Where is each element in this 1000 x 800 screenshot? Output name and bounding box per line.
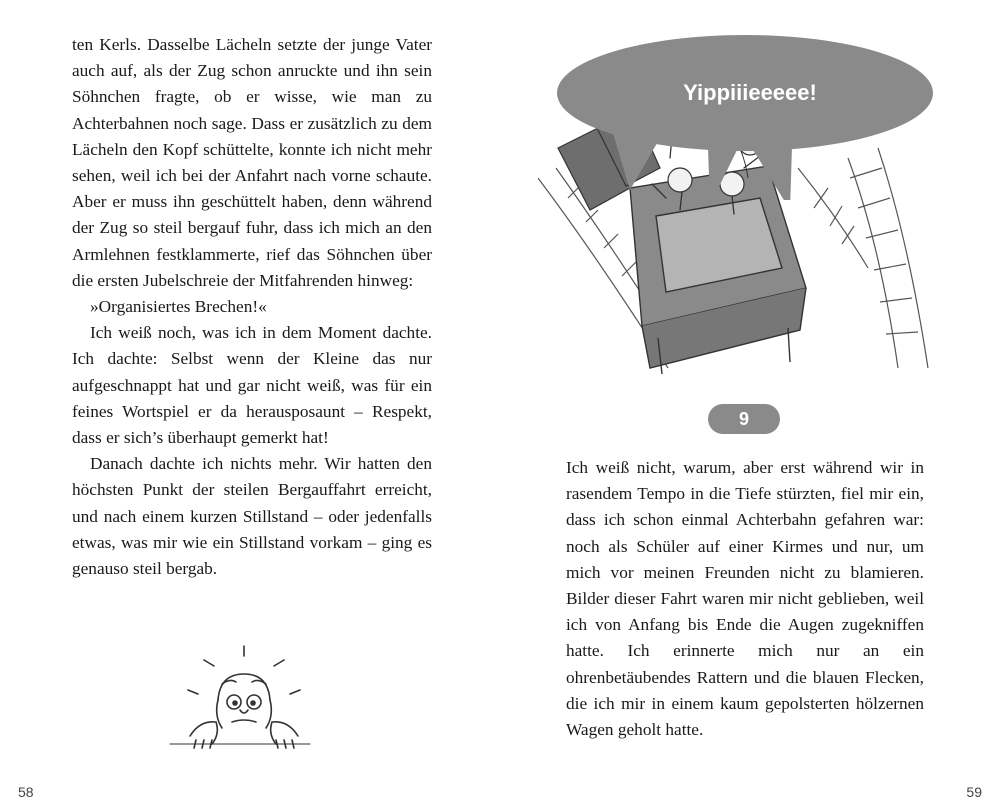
paragraph: Ich weiß noch, was ich in dem Moment dachte. Ich dachte: Selbst wenn der Kleine das nur aufgeschnappt hat und gar nicht weiß, was für ein feines Wortspiel er da herausposaunt – Respekt, dass er sich’s überhaupt gemerkt hat!: [72, 323, 432, 448]
paragraph: »Organisiertes Brechen!«: [90, 297, 267, 317]
right-page: [500, 0, 1000, 800]
left-page-text: [72, 32, 432, 582]
peeking-man-illustration: [160, 640, 320, 750]
paragraph: ten Kerls. Dasselbe Lächeln setzte der junge Vater auch auf, als der Zug schon anruckte und ihn sein Söhnchen fragte, ob er wisse, wie man zu Achterbahnen noch sage. Dass er zusätzlich zu dem Lächeln den Kopf schüttelte, konnte ich nicht mehr sehen, weil ich bei der Anfahrt nach vorne schaute. Aber er muss ihn geschüttelt haben, denn während der Zug so steil bergauf fuhr, dass ich mich an den Armlehnen festklammerte, rief das Söhnchen über die ersten Jubelschreie der Mitfahrenden hinweg:: [72, 35, 432, 290]
paragraph: Danach dachte ich nichts mehr. Wir hatten den höchsten Punkt der steilen Bergauffahrt erreicht, und nach einem kurzen Stillstand – oder jedenfalls etwas, was mir wie ein Stillstand vorkam – ging es genauso steil bergab.: [72, 454, 432, 579]
chapter-number-badge: 9: [708, 404, 780, 434]
page-number: 58: [18, 784, 34, 800]
speech-bubble-text: Yippiiieeeee!: [683, 80, 817, 105]
paragraph: Ich weiß nicht, warum, aber erst während wir in rasendem Tempo in die Tiefe stürzten, fiel mir ein, dass ich schon einmal Achterbahn gefahren war: noch als Schüler auf einer Kirmes und nur, um mich vor meinen Freunden nicht zu blamieren. Bilder dieser Fahrt waren mir nicht geblieben, weil ich von Anfang bis Ende die Augen zugekniffen hatte. Ich erinnerte mich nur an ein ohrenbetäubendes Rattern und die blauen Flecken, die ich mir in einem kaum gepolsterten hölzernen Wagen geholt hatte.: [566, 458, 924, 740]
right-page-text: [566, 455, 924, 743]
page-number: 59: [966, 784, 982, 800]
